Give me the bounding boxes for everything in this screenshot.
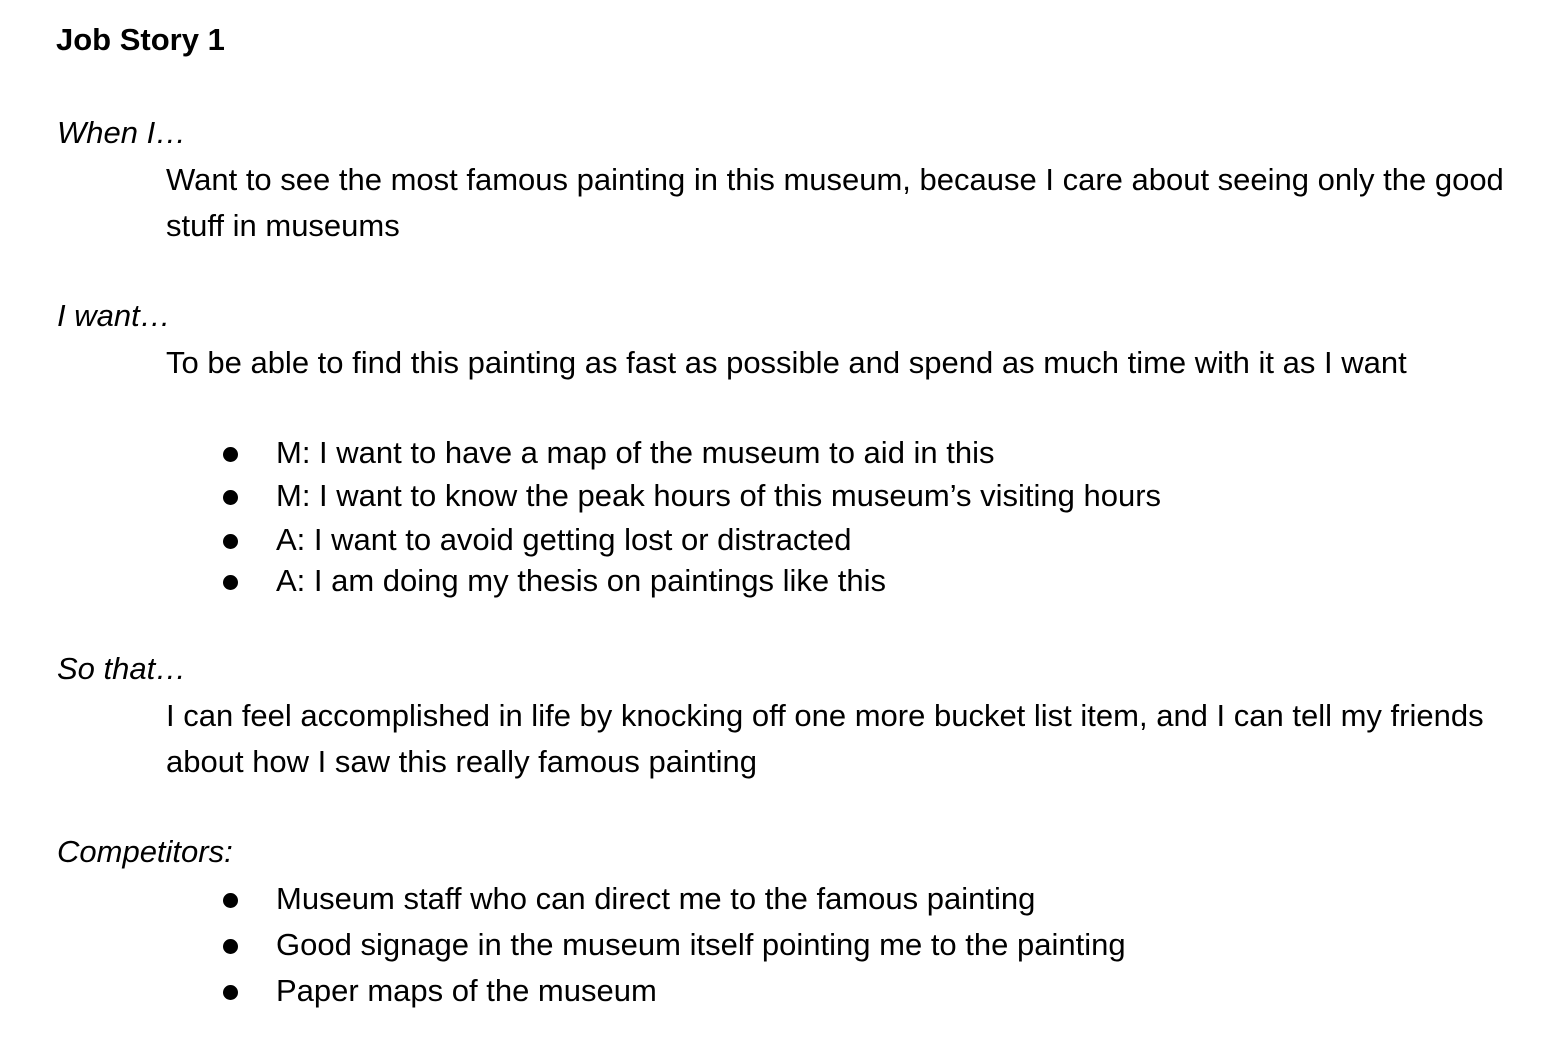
want-bullet-list [0,432,1542,601]
bullet-icon [223,893,238,908]
list-item [0,560,1542,601]
list-item [0,519,1542,560]
list-item [0,473,1542,519]
so-that-heading: So that… [57,651,187,686]
list-item-text: Museum staff who can direct me to the famous painting [276,881,1036,916]
list-item-text: A: I want to avoid getting lost or distracted [276,522,852,557]
when-body: Want to see the most famous painting in this museum, because I care about seeing only the good stuff in museums [166,162,1504,243]
list-item [0,922,1542,968]
list-item-text: Paper maps of the museum [276,973,657,1008]
list-item [0,432,1542,473]
list-item-text: M: I want to have a map of the museum to aid in this [276,435,995,470]
competitors-bullet-list [0,876,1542,1014]
list-item-text: M: I want to know the peak hours of this museum’s visiting hours [276,478,1162,513]
when-heading: When I… [57,115,187,150]
competitors-heading: Competitors: [57,834,233,869]
list-item [0,876,1542,922]
want-body: To be able to find this painting as fast as possible and spend as much time with it as I want [166,345,1407,380]
list-item [0,968,1542,1014]
bullet-icon [223,939,238,954]
bullet-icon [223,534,238,549]
want-heading: I want… [57,298,171,333]
so-that-body: I can feel accomplished in life by knocking off one more bucket list item, and I can tell my friends about how I saw this really famous painting [166,698,1484,779]
bullet-icon [223,490,238,505]
list-item-text: Good signage in the museum itself pointing me to the painting [276,927,1126,962]
document-title: Job Story 1 [56,22,225,57]
list-item-text: A: I am doing my thesis on paintings like this [276,563,886,598]
bullet-icon [223,985,238,1000]
bullet-icon [223,447,238,462]
bullet-icon [223,575,238,590]
